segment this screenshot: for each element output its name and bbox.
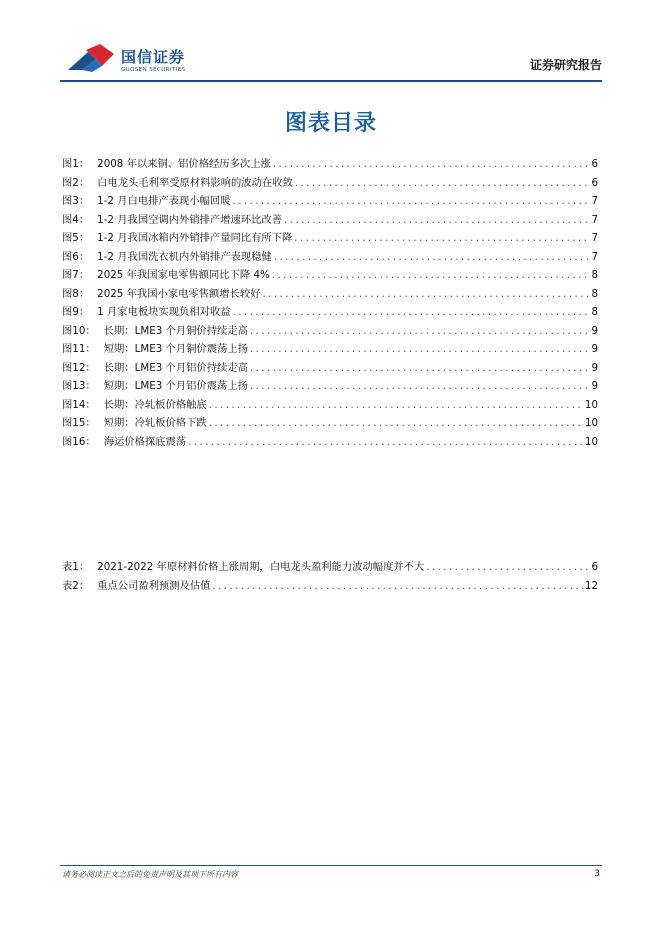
dot-leader [212,577,582,596]
toc-entry-page: 10 [584,398,598,411]
toc-entry[interactable] [62,414,598,433]
toc-entry-page: 10 [584,417,598,429]
toc-entry-label: 图9： [62,306,90,318]
footer-divider [60,865,602,866]
toc-entry-label: 表1： [62,561,90,573]
report-type-label: 证券研究报告 [529,58,602,72]
toc-entry-label: 图11： [62,343,96,355]
dot-leader [233,192,588,211]
dot-leader [250,377,588,396]
toc-entry[interactable] [62,211,598,230]
toc-entry-page: 7 [591,232,598,244]
toc-entry[interactable] [62,322,598,341]
toc-entry-title: 1-2 月我国空调内外销排产增速环比改善 [97,213,282,226]
toc-entry-label: 表2： [62,579,90,592]
figure-list [62,155,598,451]
toc-entry-title: 2025 年我国小家电零售额增长较好 [97,287,261,300]
toc-entry[interactable] [62,174,598,193]
toc-entry-page: 6 [591,176,598,189]
toc-entry-label: 图8： [62,287,90,300]
toc-entry-title: 1-2 月我国冰箱内外销排产量同比有所下降 [97,232,293,244]
toc-entry-page: 9 [591,324,598,337]
logo-text-en: GUOSEN SECURITIES [121,67,186,73]
dot-leader [250,322,588,341]
toc-entry-title: 2021-2022 年原材料价格上涨周期，白电龙头盈利能力波动幅度并不大 [97,561,425,573]
dot-leader [274,248,588,267]
dot-leader [295,174,588,193]
toc-entry-title: 海运价格探底震荡 [103,435,187,448]
toc-entry-page: 10 [584,435,598,448]
toc-entry[interactable] [62,377,598,396]
table-list [62,558,598,595]
toc-entry-label: 图10： [62,324,96,337]
dot-leader [250,359,588,378]
toc-entry-title: 2025 年我国家电零售额同比下降 4% [97,269,270,281]
toc-entry-page: 8 [591,306,598,318]
dot-leader [188,433,583,452]
toc-entry-label: 图6： [62,250,90,263]
toc-entry-title: 短期：冷轧板价格下跌 [103,417,207,429]
toc-entry-page: 7 [591,213,598,226]
toc-entry-title: 长期：LME3 个月铝价持续走高 [103,361,248,374]
toc-entry-page: 8 [591,269,598,281]
toc-entry[interactable] [62,229,598,248]
toc-entry-title: 1 月家电板块实现负相对收益 [97,306,231,318]
toc-entry-label: 图3： [62,195,90,207]
header-divider [60,80,602,82]
toc-entry[interactable] [62,359,598,378]
toc-entry-page: 6 [591,158,598,170]
dot-leader [294,229,588,248]
dot-leader [272,266,588,285]
company-logo [66,44,246,78]
dot-leader [209,396,583,415]
toc-entry-label: 图4： [62,213,90,226]
toc-entry-title: 长期：冷轧板价格触底 [103,398,207,411]
page-header [60,40,602,78]
toc-entry[interactable] [62,340,598,359]
toc-entry-page: 9 [591,361,598,374]
toc-entry-title: 1-2 月我国洗衣机内外销排产表现稳健 [97,250,272,263]
toc-entry-label: 图7： [62,269,90,281]
toc-entry-page: 9 [591,380,598,392]
disclaimer-note: 请务必阅读正文之后的免责声明及其项下所有内容 [62,870,238,879]
dot-leader [209,414,583,433]
toc-entry-page: 8 [591,287,598,300]
toc-entry-label: 图15： [62,417,96,429]
dot-leader [250,340,588,359]
toc-entry[interactable] [62,285,598,304]
toc-entry-page: 6 [591,561,598,573]
dot-leader [426,558,588,577]
toc-entry-label: 图5： [62,232,90,244]
toc-entry-title: 1-2 月白电排产表现小幅回暖 [97,195,231,207]
toc-entry-title: 短期：LME3 个月铜价震荡上扬 [103,343,248,355]
toc-entry-label: 图12： [62,361,96,374]
toc-entry-page: 12 [584,579,598,592]
toc-entry-title: 重点公司盈利预测及估值 [97,579,211,592]
dot-leader [233,303,588,322]
toc-entry-title: 短期：LME3 个月铝价震荡上扬 [103,380,248,392]
toc-entry[interactable] [62,248,598,267]
dot-leader [284,211,588,230]
logo-text-cn: 国信证券 [121,48,186,66]
toc-entry-label: 图14： [62,398,96,411]
toc-entry-page: 7 [591,195,598,207]
toc-entry-label: 图16： [62,435,96,448]
toc-entry-page: 9 [591,343,598,355]
page-title: 图表目录 [284,111,377,136]
toc-entry[interactable] [62,266,598,285]
toc-entry[interactable] [62,155,598,174]
toc-entry-title: 2008 年以来铜、铝价格经历多次上涨 [97,158,271,170]
logo-mark-icon [66,44,116,74]
toc-entry[interactable] [62,396,598,415]
toc-entry[interactable] [62,558,598,577]
toc-entry-label: 图1： [62,158,90,170]
page-number: 3 [594,869,600,879]
toc-entry-title: 白电龙头毛利率受原材料影响的波动在收敛 [97,176,293,189]
toc-entry[interactable] [62,577,598,596]
toc-entry-title: 长期：LME3 个月铜价持续走高 [103,324,248,337]
toc-entry-label: 图13： [62,380,96,392]
toc-entry-label: 图2： [62,176,90,189]
toc-entry[interactable] [62,192,598,211]
dot-leader [263,285,589,304]
dot-leader [273,155,588,174]
toc-entry[interactable] [62,303,598,322]
toc-entry[interactable] [62,433,598,452]
toc-entry-page: 7 [591,250,598,263]
